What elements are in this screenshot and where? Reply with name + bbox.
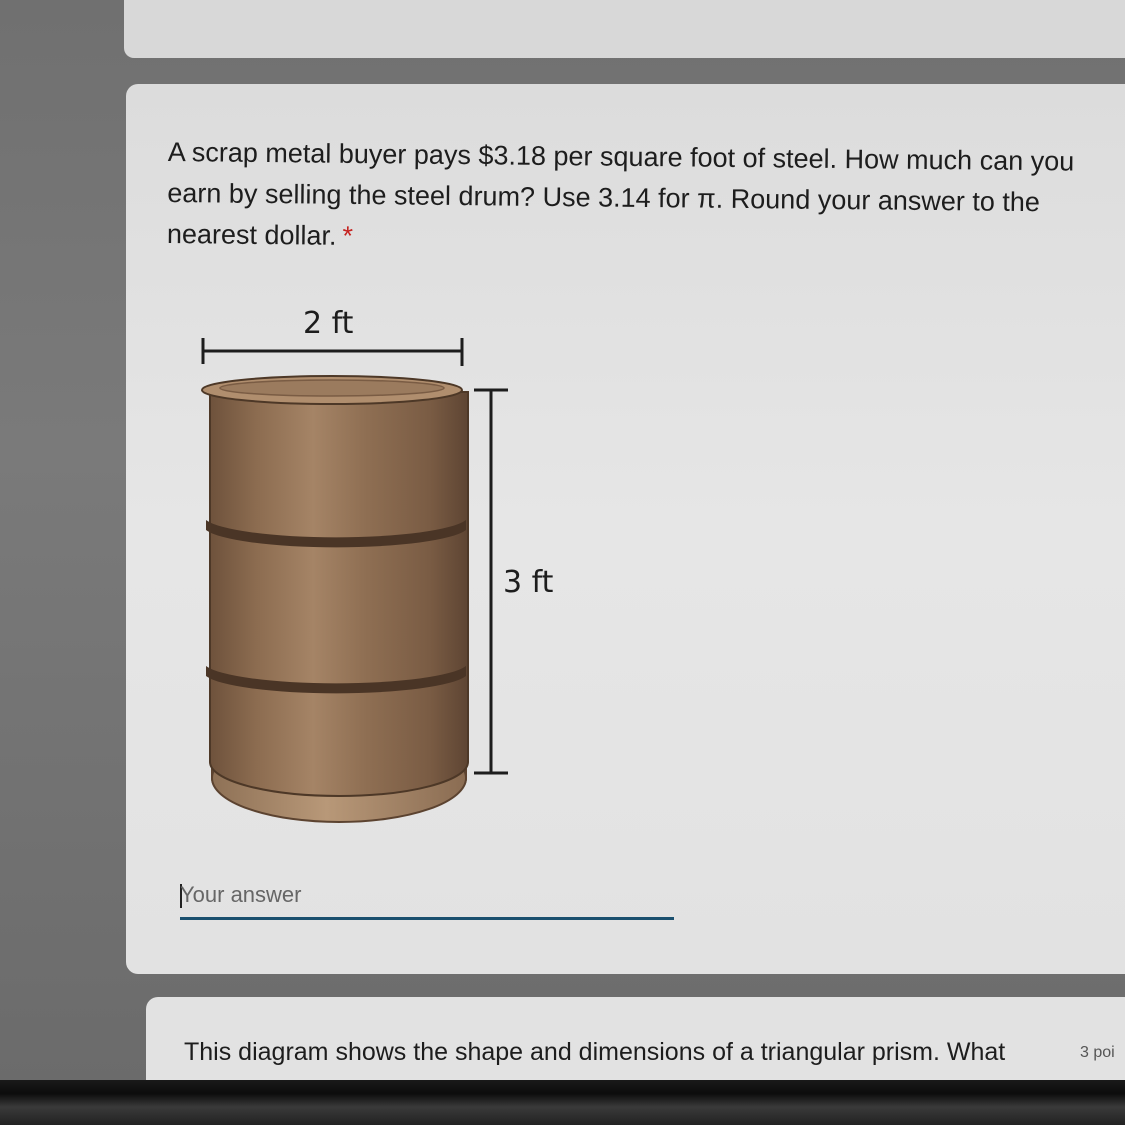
width-label: 2 ft <box>303 306 354 341</box>
question-text: A scrap metal buyer pays $3.18 per square foot of steel. How much can you earn by selling the steel drum? Use 3.14 for π. Round your answer to the nearest dollar. <box>166 136 1075 251</box>
answer-input[interactable] <box>180 880 674 920</box>
drum-body <box>210 392 468 796</box>
monitor-bezel <box>0 1080 1125 1125</box>
points-label: 3 poi <box>1080 1044 1115 1061</box>
required-asterisk: * <box>342 220 354 251</box>
answer-placeholder: Your answer <box>180 882 302 907</box>
width-dimension <box>203 338 462 366</box>
height-label: 3 ft <box>503 565 554 600</box>
next-question-text: This diagram shows the shape and dimensions of a triangular prism. What <box>184 1038 1006 1066</box>
drum-top-lid <box>220 380 444 396</box>
